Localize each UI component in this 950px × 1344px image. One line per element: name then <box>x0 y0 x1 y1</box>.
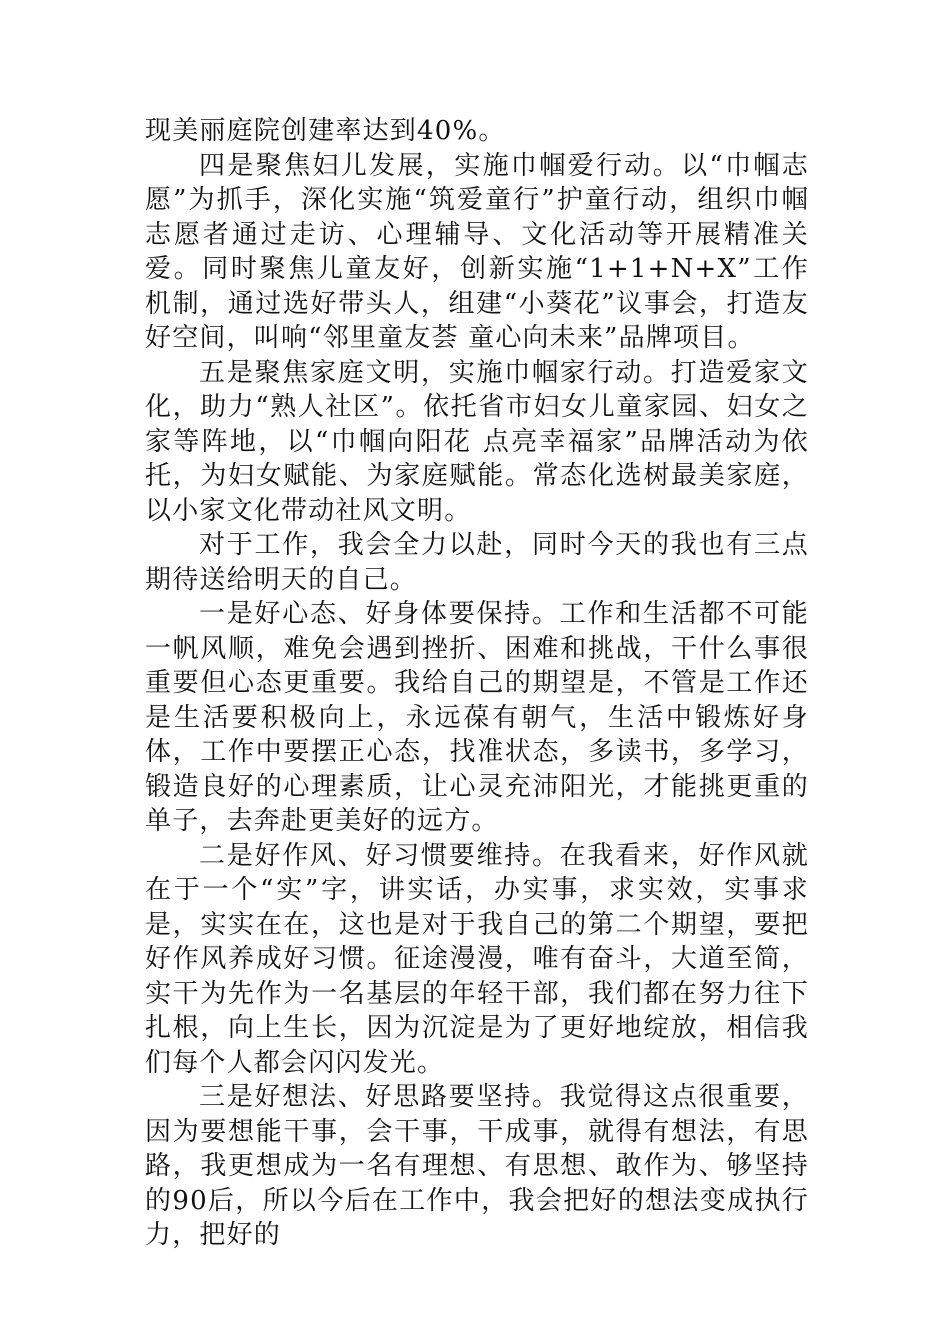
paragraph-continuation: 现美丽庭院创建率达到40%。 <box>145 116 506 146</box>
document-page <box>145 114 809 1253</box>
paragraph-work-expectations-intro: 对于工作，我会全力以赴，同时今天的我也有三点期待送给明天的自己。 <box>145 530 809 595</box>
paragraph-expectation-two: 二是好作风、好习惯要维持。在我看来，好作风就在于一个“实”字，讲实话，办实事，求实效，实事求是，实实在在，这也是对于我自己的第二个期望，要把好作风养成好习惯。征途漫漫，唯有奋斗，大道至简，实干为先作为一名基层的年轻干部，我们都在努力往下扎根，向上生长，因为沉淀是为了更好地绽放，相信我们每个人都会闪闪发光。 <box>145 840 809 1078</box>
paragraph-women-children-development: 四是聚焦妇儿发展，实施巾帼爱行动。以“巾帼志愿”为抓手，深化实施“筑爱童行”护童行动，组织巾帼志愿者通过走访、心理辅导、文化活动等开展精准关爱。同时聚焦儿童友好，创新实施“1+1+N+X”工作机制，通过选好带头人，组建“小葵花”议事会，打造友好空间，叫响“邻里童友荟 童心向未来”品牌项目。 <box>145 150 809 353</box>
paragraph-family-civilization: 五是聚焦家庭文明，实施巾帼家行动。打造爱家文化，助力“熟人社区”。依托省市妇女儿童家园、妇女之家等阵地，以“巾帼向阳花 点亮幸福家”品牌活动为依托，为妇女赋能、为家庭赋能。常态化选树最美家庭，以小家文化带动社风文明。 <box>145 357 809 526</box>
paragraph-expectation-one: 一是好心态、好身体要保持。工作和生活都不可能一帆风顺，难免会遇到挫折、困难和挑战，干什么事很重要但心态更重要。我给自己的期望是，不管是工作还是生活要积极向上，永远葆有朝气，生活中锻炼好身体，工作中要摆正心态，找准状态，多读书，多学习，锻造良好的心理素质，让心灵充沛阳光，才能挑更重的单子，去奔赴更美好的远方。 <box>145 599 809 836</box>
paragraph-expectation-three: 三是好想法、好思路要坚持。我觉得这点很重要，因为要想能干事，会干事，干成事，就得有想法，有思路，我更想成为一名有理想、有思想、敢作为、够坚持的90后，所以今后在工作中，我会把好的想法变成执行力，把好的 <box>145 1082 809 1250</box>
